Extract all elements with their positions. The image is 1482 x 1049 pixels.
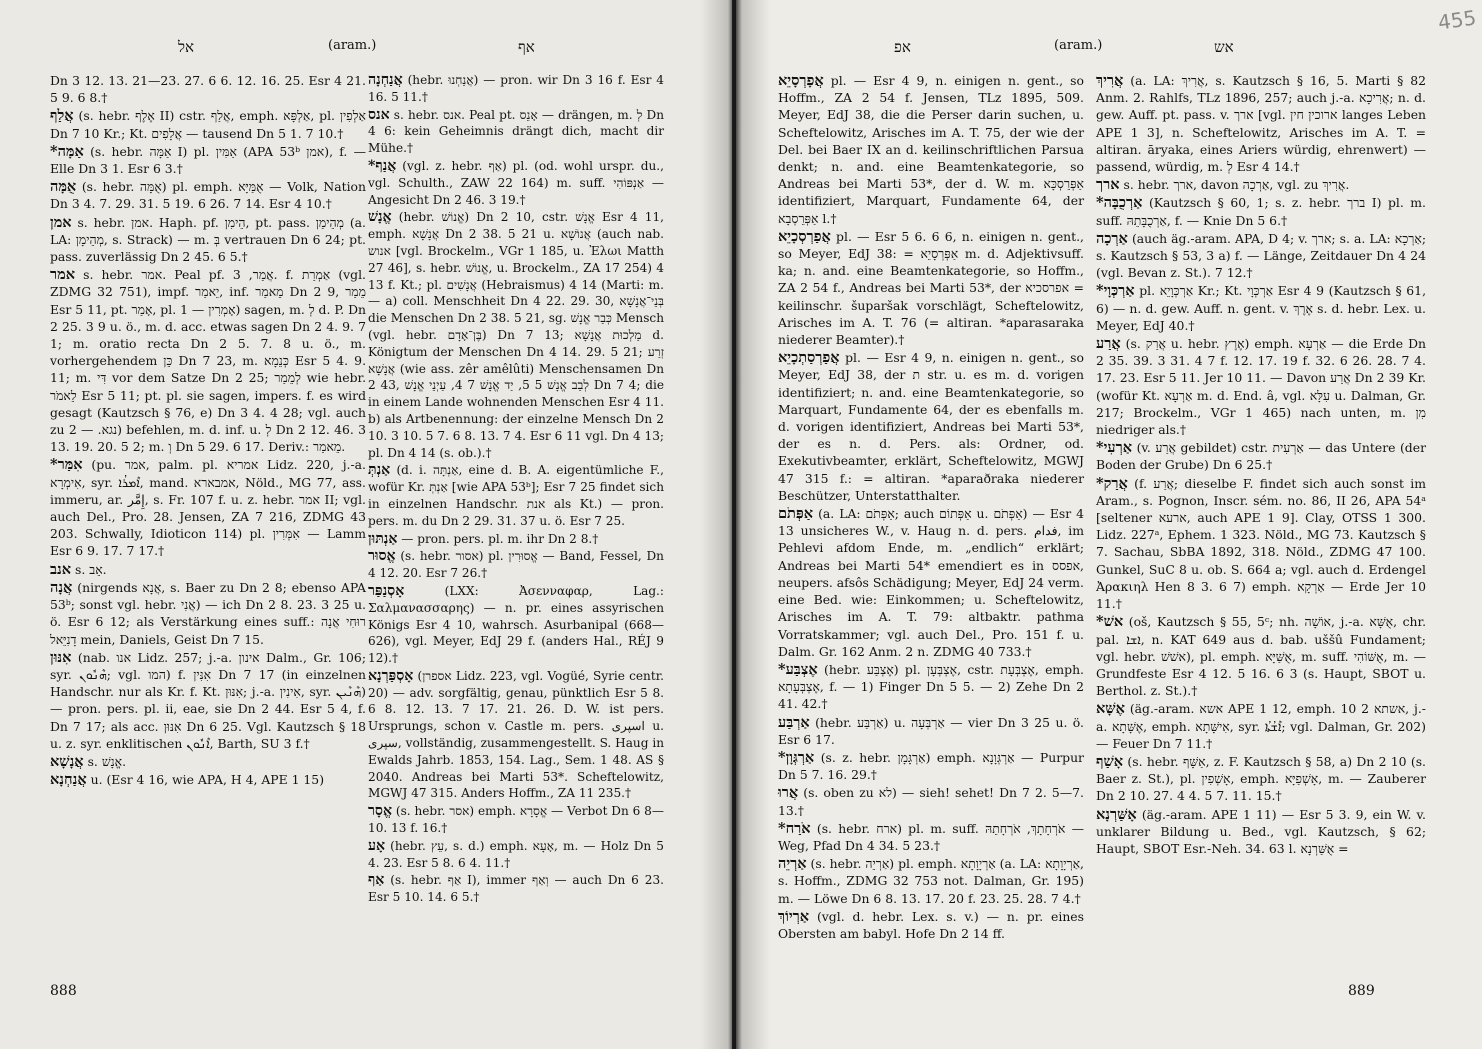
dictionary-entry <box>368 872 664 906</box>
entry-text: (a. LA: אַפְּתֹם; auch אַפְּתוֹם u. אַפְּתֹם) — Esr 4 13 unsicheres W., v. Haug n. d. pers. فدام, im Pehlevi afdom Ende, m. „endlich“ erklärt; Andreas bei Marti 54* emendiert es in אפסס, neupers. afsôs Schädigung; Meyer, EdJ 24 verm. eine Bed. wie: Einkommen; u. Scheftelowitz, Arisches im A. T. 79: altbaktr. pathma Vorratskammer; vgl. auch Del., Pro. 151 f. u. Dalm. Gr. 162 Anm. 2 n. ZDMG 40 733.† <box>778 506 1085 659</box>
entry-lemma: אֲפַרְסַתְכָיֵא <box>778 349 840 367</box>
entry-lemma: אַרְעִי* <box>1096 439 1133 457</box>
left-column-2 <box>368 72 664 907</box>
entry-lemma: אֲלַף <box>50 107 74 125</box>
dictionary-entry <box>1096 72 1426 175</box>
entry-lemma: אֲרוּ <box>778 784 799 802</box>
entry-text: (s. hebr. ארח) pl. m. suff. אֹרְחָתָךְ, אֹרְחָתֵהּ — Weg, Pfad Dn 4 34. 5 23.† <box>778 820 1084 853</box>
entry-lemma: אַרְכֻבָּה* <box>1096 194 1143 212</box>
entry-lemma: אשׁ* <box>1096 613 1124 631</box>
entry-text: s. hebr. ארך, davon אַרְכָה, vgl. zu אֲרִיךְ. <box>1123 177 1350 193</box>
pencil-annotation: 455 <box>1436 5 1478 35</box>
dictionary-entry <box>1096 439 1426 473</box>
entry-text: (hebr. אַרְבַּע) u. אַרְבְּעָה — vier Dn 3 25 u. ö. Esr 6 17. <box>778 714 1084 747</box>
entry-text: (nab. אנו Lidz. 257; j.-a. אינון Dalm., Gr. 106; syr. ܗܶܢܽܘܢ; vgl. המו) f. אִנִּין Dn 7 17 (in einzelnen Handschr. nur als Kr. f. Kt. אִנּוּן; j.-a. אִינִין, syr. ܗܶܢܶܝܢ) — pron. pers. pl. ii, eae, sie Dn 2 44. Esr 5 4, f. Dn 7 17; als acc. אִנּוּן Dn 6 25. Vgl. Kautzsch § 18 u. z. syr. enklitischen ܐܶܢܽܘܢ, Barth, SU 3 f.† <box>50 649 367 751</box>
left-column-1 <box>50 72 366 789</box>
dictionary-entry <box>778 228 1084 348</box>
entry-lemma: אֱסָר <box>368 803 392 820</box>
dictionary-entry <box>368 548 664 582</box>
entry-text: (vgl. z. hebr. אַף) pl. (od. wohl urspr. du., vgl. Schulth., ZAW 22 164) m. suff. אַנְפּוֹהִי — Angesicht Dn 2 46. 3 19.† <box>368 158 664 207</box>
dictionary-entry <box>368 583 664 667</box>
entry-text: (s. hebr. אֶלֶף II) cstr. אֲלַף, emph. אַלְפָּא, pl. אַלְפִין Dn 7 10 Kr.; Kt. אֲלָפִים — tausend Dn 5 1. 7 10.† <box>50 108 366 141</box>
entry-lemma: אַנְתְּ <box>368 462 391 479</box>
entry-lemma: אָסְנַפַּר <box>368 582 405 599</box>
dictionary-entry <box>50 753 366 770</box>
entry-lemma: אנס <box>368 106 390 123</box>
dictionary-entry <box>368 462 664 529</box>
entry-lemma: אִנּוּן <box>50 648 72 666</box>
entry-text: (a. LA: אֲרִיךְ, s. Kautzsch § 16, 5. Marti § 82 Anm. 2. Rahlfs, TLz 1896, 257; auch j.-a. אֲרִיכָא; n. d. gew. Auff. pt. pass. v. ארך [vgl. ארוכין חין langes Leben APE 1 3], n. Scheftelowitz, Arisches im A. T. = altiran. āryaka, eines Ariers würdig, ehrenwert) — passend, würdig, m. לְ Esr 4 14.† <box>1096 73 1427 175</box>
entry-lemma: אַמָּה* <box>50 142 84 160</box>
dictionary-entry <box>1096 176 1426 193</box>
right-column-1 <box>778 72 1084 943</box>
entry-lemma: אָשַּׁרְנָא <box>1096 805 1137 823</box>
dictionary-entry <box>50 649 366 752</box>
dictionary-entry <box>778 820 1084 854</box>
entry-lemma: אַרְיוֹךְ <box>778 907 810 925</box>
entry-text: (s. hebr. אֻמָּה) pl. emph. אֻמַּיָּא — Volk, Nation Dn 3 4. 7. 29. 31. 5 19. 6 26. 7 14. Esr 4 10.† <box>50 179 366 212</box>
entry-text: — pron. pers. pl. m. ihr Dn 2 8.† <box>401 531 599 546</box>
entry-text: (אספרן Lidz. 223, vgl. Vogüé, Syrie centr. 20) — adv. sorgfältig, genau, pünktlich Esr 5 8. 6 8. 12. 13. 7 17. 21. 26. D. W. ist pers. Ursprungs, schon v. Castle m. pers. اسپری u. سپری, vollständig, zusammengestellt. S. Haug in Ewalds Jahrb. 1853, 154. Lag., Sem. 1 48. AS § 2040. Andreas bei Marti 53*. Scheftelowitz, MGWJ 47 315. Anders Hoffm., ZA 11 235.† <box>368 668 664 801</box>
entry-text: s. אֵב. <box>74 561 107 577</box>
entry-lemma: אָשַׁף <box>1096 752 1124 770</box>
entry-text: pl. — Esr 4 9, n. einigen n. gent., so Hoffm., ZA 2 54 f. Jensen, TLz 1895, 509. Meyer, EdJ 38, die die Perser darin suchen, u. Scheftelowitz, Arisches im A. T. 75, der wie der Del. bei Baer IX an d. keilinschriftlichen Parsua denkt; n. and. eine Beamtenkategorie, so Andreas bei Marti 53*, der d. W. m. אַפְּרֵסְכָּא identifiziert, Marquart, Fundamente 64, der אַפְּרֵסְבָא l.† <box>778 73 1084 226</box>
dictionary-entry <box>50 579 366 648</box>
entry-text: (hebr. אֱנוֹשׁ) Dn 2 10, cstr. אֱנָשׁ Esr 4 11, emph. אֲנָשָׁא Dn 2 38. 5 21 u. אֲנוֹשָׁא (auch nab. אנוש [vgl. Brockelm., VGr 1 185, u. Ἐλωι Matth 27 46], s. hebr. אֱנוֹשׁ, u. Brockelm., ZA 17 254) 4 13 f. Kt.; pl. אֲנָשִׁים (Hebraismus) 4 14 (Marti: m. — a) coll. Menschheit Dn 4 22. 29. 30, בְּנֵי־אֲנָשָׁא die Menschen Dn 2 38. 5 21, sg. כְּבַר אֱנָשׁ Mensch (vgl. hebr. בֶּן־אָדָם) Dn 7 13; מַלְכוּת אֲנָשָׁא d. Königtum der Menschen Dn 4 14. 29. 5 21; זְרַע אֲנָשָׁא (wie ass. zêr amêlûti) Menschensamen Dn 2 43, לְבַב אֱנָשׁ 5 5, יַד אֱנָשׁ 7 4, עַיְנֵי אֱנָשׁ Dn 7 4; die in einem Lande wohnenden Menschen Esr 4 11. b) als Artbenennung: der einzelne Mensch Dn 2 10. 3 10. 5 7. 6 8. 13. 7 4. Esr 6 11 vgl. Dn 4 13; pl. Dn 4 14 (s. ob.).† <box>368 210 664 460</box>
dictionary-entry <box>1096 230 1426 282</box>
entry-lemma: אֲנַף* <box>368 157 397 174</box>
entry-text: s. hebr. אמר. Peal pf. אֲמַר, 3. f. אַמְרַת (vgl. ZDMG 32 751), impf. יֵאמַר, inf. מֵאמַר Dn 2 9, מֵמַר Esr 5 11, pt. אָמַר, pl. אָמְרִין — 1) sagen, m. לְ d. P. Dn 2 25. 3 9 u. ö., m. d. acc. etwas sagen Dn 2 4. 9. 7 1; m. oratio recta Dn 2 5. 7. 8 u. ö., m. vorhergehendem כֵּן Dn 7 23, m. כְּנֵמָא Esr 5 4. 9. 11; m. דִּי vor dem Satze Dn 2 25; לְמֵמַר wie hebr. לֵאמֹר Esr 5 11; pt. pl. sie sagen, impers. f. es wird gesagt (Kautzsch § 76, e) Dn 3 4. 4 28; vgl. auch zu נגא. — 2) befehlen, m. d. inf. u. לְ Dn 2 12. 46. 3 13. 19. 20. 5 2; m. וְ Dn 5 29. 6 17. Deriv.: מֵאמַר. <box>50 267 367 455</box>
entry-lemma: אֲפָרְסָיֵא <box>778 72 824 89</box>
entry-text: (s. hebr. אַרְיֵה) pl. emph. אַרְיָוָתָא (a. LA: אַרְיָוָתָא, s. Hoffm., ZDMG 32 753 not. Dalman, Gr. 195) m. — Löwe Dn 6 8. 13. 17. 20 f. 23. 25. 28. 7 4.† <box>778 856 1084 906</box>
entry-lemma: אֶצְבַּע* <box>778 660 818 678</box>
entry-text: (s. hebr. אַף I), immer וְאַף — auch Dn 6 23. Esr 5 10. 14. 6 5.† <box>368 873 664 905</box>
entry-text: (Kautzsch § 60, 1; s. z. hebr. ברך I) pl. m. suff. אַרְכֻבָּתֵהּ, f. — Knie Dn 5 6.† <box>1096 195 1426 228</box>
dictionary-entry <box>368 158 664 208</box>
dictionary-entry <box>50 266 366 455</box>
entry-lemma: אַרְגְּוָן* <box>778 748 815 766</box>
dictionary-entry <box>1096 475 1426 613</box>
dictionary-entry <box>778 714 1084 748</box>
entry-lemma: אֹרַח* <box>778 819 811 837</box>
entry-text: (LXX: Ἀσενναφαρ, Lag.: Σαλμανασσαρης) — n. pr. eines assyrischen Königs Esr 4 10, wahrsch. Asurbanipal (668—626), vgl. Meyer, EdJ 29 f. (anders Hal., RÉJ 9 12).† <box>368 583 664 666</box>
dictionary-entry <box>778 661 1084 713</box>
dictionary-entry <box>1096 753 1426 805</box>
entry-lemma: אִמַּר* <box>50 456 83 474</box>
entry-text: (v. אֲרַע gebildet) cstr. אַרְעִית — das Untere (der Boden der Grube) Dn 6 25.† <box>1096 440 1426 473</box>
entry-text: (hebr. אֲנַחְנוּ) — pron. wir Dn 3 16 f. Esr 4 16. 5 11.† <box>368 73 664 104</box>
entry-lemma: אֲנָשָׁא <box>50 752 84 770</box>
entry-text: (d. i. אַנְתָּה, eine d. B. A. eigentümliche F., wofür Kr. אַנְתְּ [wie APA 53ᵇ]; Esr 7 25 findet sich in einzelnen Handschr. אנת als Kt.) — pron. pers. m. du Dn 2 29. 31. 37 u. ö. Esr 7 25. <box>368 463 664 528</box>
entry-text: (äg.-aram. APE 1 11) — Esr 5 3. 9, ein W. v. unklarer Bildung u. Bed., vgl. Kautzsch, § 62; Haupt, SBOT Esr.-Neh. 34. 63 l. אֻשַּׁרְנָא = <box>1096 806 1426 856</box>
entry-lemma: אַרְכָה <box>1096 229 1128 247</box>
entry-lemma: אֱסוּר <box>368 548 396 565</box>
entry-text: (s. hebr. אַמָּה I) pl. אַמִּין (APA 53ᵇ אמן), f. — Elle Dn 3 1. Esr 6 3.† <box>50 143 366 177</box>
entry-lemma: אַפְּתֹם <box>778 505 814 523</box>
dictionary-entry <box>50 214 366 266</box>
entry-text: pl. — Esr 5 6. 6 6, n. einigen n. gent., so Meyer, EdJ 38: = אַפְּרְסָיֵא m. d. Adjektivsuff. ka; n. and. eine Beamtenkategorie, so Hoffm., ZA 2 54 f., Andreas bei Marti 53*, der אפרסכיא = keilinschr. šuparšak vorschlägt, Scheftelowitz, Arisches im A. T. 76 (= altiran. *aparasaraka niederer Beamter).† <box>778 228 1084 348</box>
dictionary-entry <box>50 771 366 788</box>
dictionary-entry <box>1096 806 1426 858</box>
right-head-letters-left: אפ <box>894 38 911 56</box>
dictionary-entry <box>778 749 1084 783</box>
entry-lemma: אַנְתּוּן <box>368 530 398 547</box>
left-head-letters-right: אף <box>518 38 535 56</box>
entry-lemma: אֶשָּׁא <box>1096 700 1125 718</box>
entry-lemma: אמן <box>50 213 72 231</box>
entry-text: (s. hebr. אסר) emph. אֱסָרָא — Verbot Dn 6 8—10. 13 f. 16.† <box>368 804 664 836</box>
entry-lemma: אָסְפַּרְנָא <box>368 667 414 684</box>
dictionary-entry <box>368 72 664 106</box>
dictionary-entry <box>1096 194 1426 228</box>
entry-lemma: אֲפַרְסְכָיֵא <box>778 227 831 245</box>
entry-text: (s. אֲרַק u. hebr. אֶרֶץ) emph. אַרְעָא — die Erde Dn 2 35. 39. 3 31. 4 7 f. 12. 17. 19 f. 32. 6 26. 28. 7 4. 17. 23. Esr 5 11. Jer 10 11. — Davon אֲרַע Dn 2 39 Kr. (wofür Kt. אַרְעָא m. d. End. â, vgl. עִלָּא u. Dalman, Gr. 217; Brockelm., VGr 1 465) nach unten, m. מִן niedriger als.† <box>1096 336 1426 438</box>
entry-text: (f. אֲרַע; dieselbe F. findet sich auch sonst im Aram., s. Pognon, Inscr. sém. no. 86, II 26, APA 54ᵃ [seltener ארעא, auch APE 1 9]. Clay, OTSS 1 300. Lidz. 227ᵃ, Ephem. 1 323. Nöld., MG 73. Kautzsch § 7. Sachau, SbBA 1892, 318. Nöld., ZDMG 47 100. Gunkel, SuC 8 u. ob. S. 664 a; vgl. auch d. Erdengel Ἀρακιηλ Hen 8 3. 6 7) emph. אַרְקָא — Erde Jer 10 11.† <box>1096 475 1426 612</box>
dictionary-entry <box>778 349 1084 504</box>
entry-lemma: ארך <box>1096 176 1120 194</box>
dictionary-entry <box>778 908 1084 942</box>
entry-lemma: אַף <box>368 872 385 889</box>
dictionary-entry <box>368 668 664 802</box>
entry-text: (vgl. d. hebr. Lex. s. v.) — n. pr. eines Obersten am babyl. Hofe Dn 2 14 ff. <box>778 908 1084 941</box>
dictionary-entry <box>1096 613 1426 699</box>
dictionary-entry <box>1096 335 1426 438</box>
entry-lemma: אנב <box>50 560 72 578</box>
entry-text: (s. hebr. אַשָּׁף, z. F. Kautzsch § 58, a) Dn 2 10 (s. Baer z. St.), pl. אָשְׁפִין, emph. אָשְׁפַיָּא, m. — Zauberer Dn 2 10. 27. 4 4. 5 7. 11. 15.† <box>1096 753 1427 804</box>
dictionary-entry <box>50 561 366 578</box>
entry-text: s. hebr. אמן. Haph. pf. הֵימִן, pt. pass. מְהֵימַן (a. LA: מְהֵימָן, s. Strack) — m. בְּ vertrauen Dn 6 24; pt. pass. zuverlässig Dn 2 45. 6 5.† <box>50 214 366 265</box>
dictionary-entry <box>368 803 664 837</box>
entry-lemma: אַרְיֵה <box>778 855 807 873</box>
entry-text: (s. hebr. אסור) pl. אֱסוּרִין — Band, Fessel, Dn 4 12. 20. Esr 7 26.† <box>368 549 664 581</box>
entry-text: s. אֱנָשׁ. <box>87 753 127 769</box>
entry-text: (s. oben zu לא) — sieh! sehet! Dn 7 2. 5—7. 13.† <box>778 785 1084 818</box>
entry-lemma: אמר <box>50 266 76 284</box>
entry-text: (s. z. hebr. אַרְגָּמָן) emph. אַרְגְּוָנָא — Purpur Dn 5 7. 16. 29.† <box>778 749 1084 783</box>
entry-text: (pu. אמר, palm. pl. אמריא Lidz. 220, j.-a. אִימְרָא, syr. ܐܶܡܪܳܐ, mand. אמבארא, Nöld., MG 77, ass. immeru, ar. إِمَّر, s. Fr. 107 f. u. z. hebr. אמר II; vgl. auch Del., Pro. 28. Jensen, ZA 7 216, ZDMG 43 203. Schwally, Idioticon 114) pl. אִמְּרִין — Lamm Esr 6 9. 17. 7 17.† <box>50 457 366 559</box>
dictionary-entry <box>50 178 366 212</box>
entry-text: u. (Esr 4 16, wie APA, H 4, APE 1 15) <box>90 772 325 788</box>
entry-text: (oš, Kautzsch § 55, 5ᶜ; nh. אוֹשָׁה, j.-a. אֻשָּׁא, chr. pal. ܐܫܐ, n. KAT 649 aus d. bab. uššû Fundament; vgl. hebr. אשׁשׁ), pl. emph. אֻשַּׁיָּא, m. suff. אֻשּׁוֹהִי, m. — Grundfeste Esr 4 12. 5 16. 6 3 (s. Haupt, SBOT u. Berthol. z. St.).† <box>1096 614 1427 699</box>
left-head-letters-left: אל <box>178 38 195 56</box>
entry-lemma: אֱנָשׁ <box>368 209 392 226</box>
right-page-number: 889 <box>1348 983 1375 999</box>
entry-lemma: אַרְבַּע <box>778 713 810 731</box>
dictionary-entry <box>778 784 1084 818</box>
dictionary-entry <box>368 107 664 157</box>
entry-text: (hebr. אֶצְבַּע) pl. אֶצְבְּעָן, cstr. אֶצְבְּעָת, emph. אֶצְבְּעָתָא, f. — 1) Finger Dn 5 5. — 2) Zehe Dn 2 41. 42.† <box>778 661 1084 712</box>
right-head-letters-right: אש <box>1214 38 1234 56</box>
entry-text: (nirgends אֲנָא, s. Baer zu Dn 2 8; ebenso APA 53ᵇ; sonst vgl. hebr. אֲנִי) — ich Dn 2 8. 23. 3 25 u. ö. Esr 6 12; als Verstärkung eines suff.: רוּחִי אֲנָה דָנִיֵּאל mein, Daniels, Geist Dn 7 15. <box>50 579 366 647</box>
dictionary-entry <box>778 505 1084 660</box>
entry-text: pl. — Esr 4 9, n. einigen n. gent., so Meyer, EdJ 38, der ת str. u. es m. d. vorigen identifiziert; n. and. eine Beamtenkategorie, so Marquart, Fundamente 64, der es ebenfalls m. d. vorigen identifiziert, Andreas bei Marti 53*, der es n. d. Pers. als: Ordner, od. Exekutivbeamter, erklärt, Scheftelowitz, MGWJ 47 315 f.: = altiran. *aparaðraka niederer Beschützer, Unterstatthalter. <box>778 350 1084 503</box>
entry-lemma: אֻמָּה <box>50 178 77 196</box>
left-head-aram: (aram.) <box>328 38 377 53</box>
left-page <box>0 0 732 1049</box>
entry-text: pl. אַרְכְּוָיֵא Kr.; Kt. אַרְכְּוָי Esr 4 9 (Kautzsch § 61, 6) — n. d. gew. Auff. n. gent. v. אֶרֶךְ s. d. hebr. Lex. u. Meyer, EdJ 40.† <box>1096 283 1427 333</box>
left-running-head <box>0 38 732 60</box>
entry-text: (äg.-aram. אשא APE 1 12, emph. אשתא 2 10, j.-a. אֶשָּׁתָא, emph. אִישָּׁתָא, syr. ܐܶܫܳܬܳܐ; vgl. Dalman, Gr. 202) — Feuer Dn 7 11.† <box>1096 701 1427 751</box>
entry-lemma: אַרְכְּוָי* <box>1096 282 1135 300</box>
dictionary-entry <box>778 855 1084 907</box>
entry-text: s. hebr. אנס. Peal pt. אָנֵס — drängen, m. לְ Dn 4 6: kein Geheimnis drängt dich, macht dir Mühe.† <box>368 107 664 156</box>
dictionary-entry <box>368 531 664 548</box>
right-head-aram: (aram.) <box>1054 38 1103 53</box>
entry-lemma: אֲנָה <box>50 578 73 596</box>
entry-lemma: אֲרַע <box>1096 335 1121 353</box>
dictionary-entry <box>50 107 366 141</box>
left-page-number: 888 <box>50 983 77 999</box>
entry-lemma: אֲרַק* <box>1096 474 1128 492</box>
dictionary-entry <box>50 143 366 177</box>
dictionary-entry <box>368 209 664 461</box>
dictionary-entry <box>50 72 366 106</box>
dictionary-entry <box>50 456 366 559</box>
entry-lemma: אֲרִיךְ <box>1096 72 1124 89</box>
right-column-2 <box>1096 72 1426 858</box>
dictionary-entry <box>1096 282 1426 334</box>
entry-text: Dn 3 12. 13. 21—23. 27. 6 6. 12. 16. 25. Esr 4 21. 5 9. 6 8.† <box>50 73 366 106</box>
dictionary-entry <box>778 72 1084 227</box>
entry-text: (hebr. עֵץ, s. d.) emph. אָעָא, m. — Holz Dn 5 4. 23. Esr 5 8. 6 4. 11.† <box>368 838 664 870</box>
entry-lemma: אֲנַחְנָא <box>50 771 87 789</box>
entry-lemma: אֲנַחְנָה <box>368 72 403 88</box>
dictionary-entry <box>1096 700 1426 752</box>
entry-text: (auch äg.-aram. APA, D 4; v. ארך; s. a. LA: אַרְכָא; s. Kautzsch § 53, 3 a) f. — Länge, Zeitdauer Dn 4 24 (vgl. Bevan z. St.). 7 12.† <box>1096 230 1426 281</box>
right-running-head <box>736 38 1482 60</box>
dictionary-entry <box>368 838 664 872</box>
entry-lemma: אָע <box>368 837 386 854</box>
